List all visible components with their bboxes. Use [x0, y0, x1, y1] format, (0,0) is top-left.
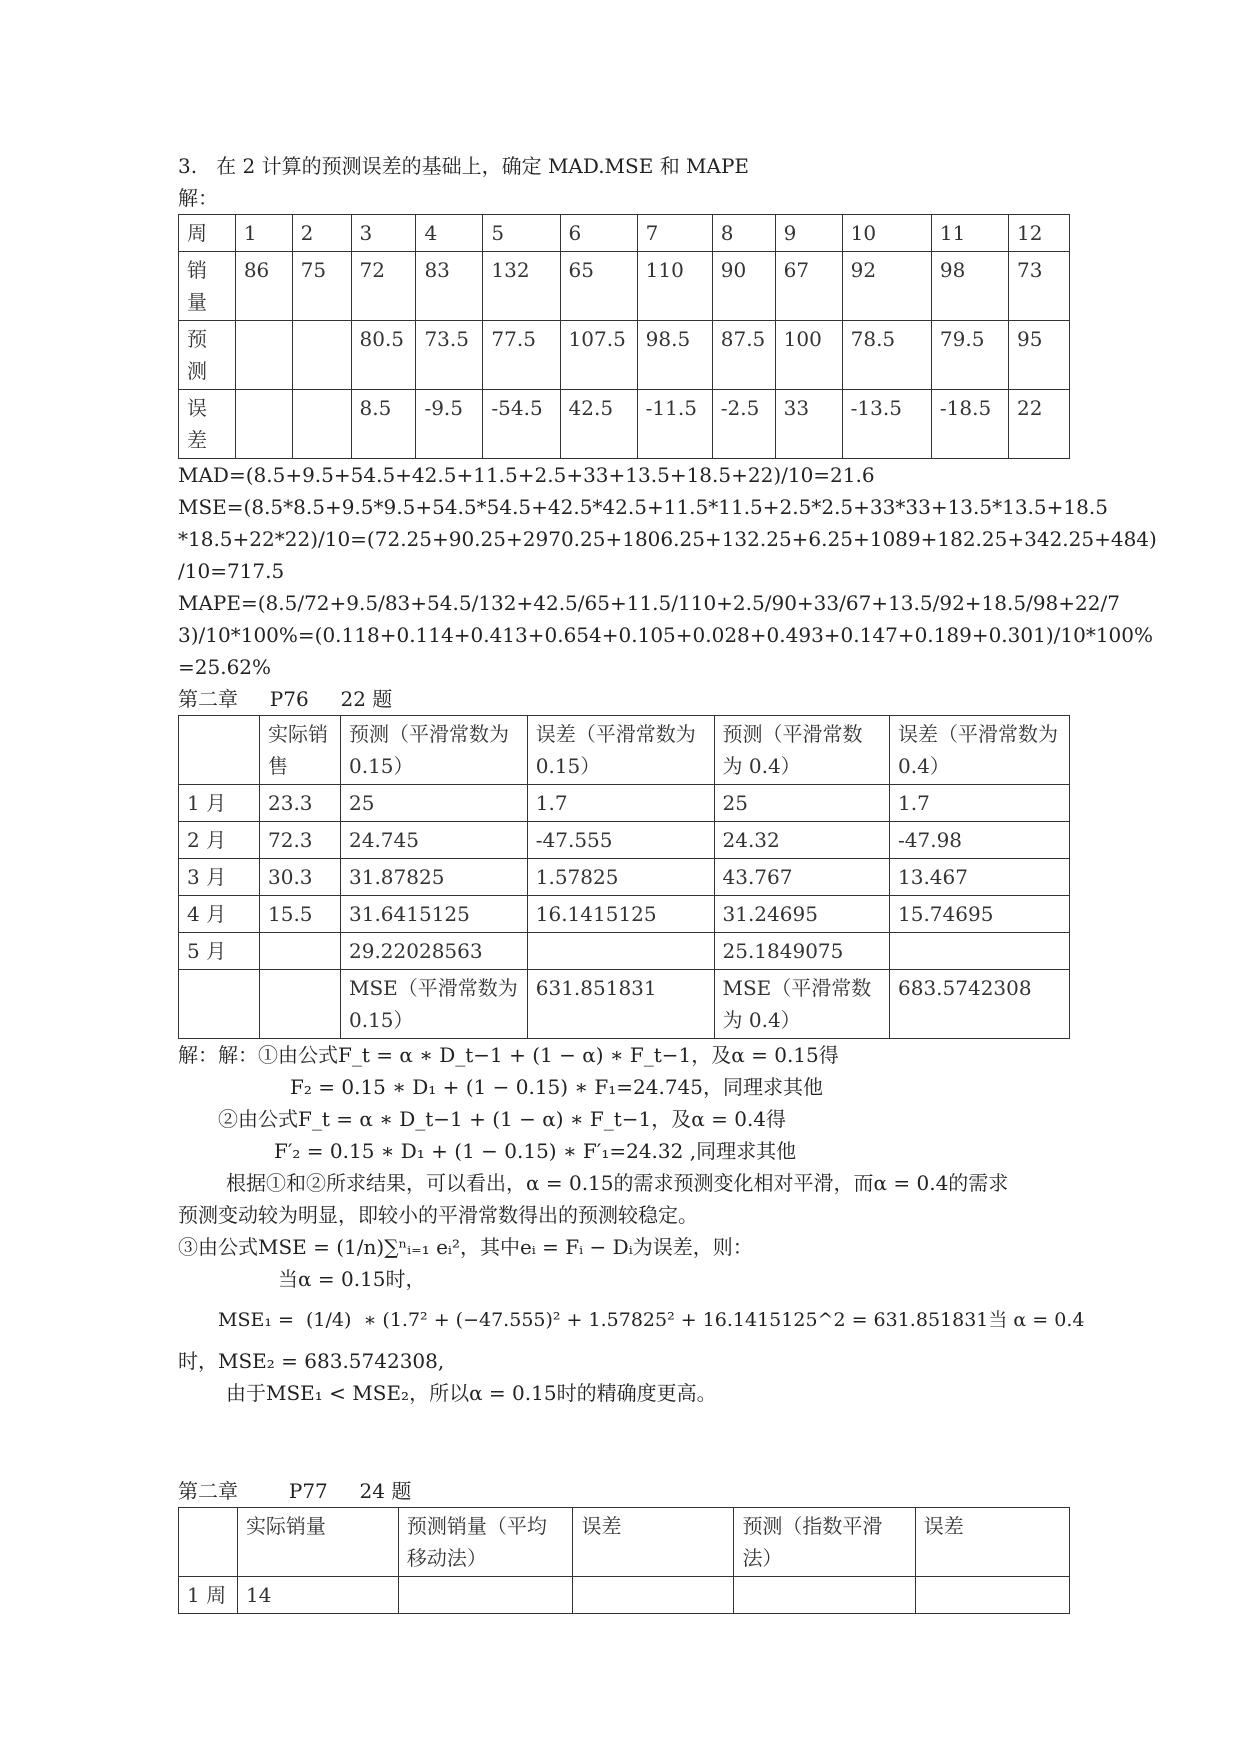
table-cell	[734, 1577, 915, 1614]
table-cell: 1.7	[890, 785, 1070, 822]
table-cell: 7	[637, 215, 712, 252]
mse-formula-line-3: /10=717.5	[178, 559, 285, 583]
table-cell: 43.767	[714, 859, 890, 896]
table-cell: 65	[560, 252, 637, 321]
table-row	[179, 933, 1070, 970]
table-row	[179, 896, 1070, 933]
mse-formula-line-2: *18.5+22*22)/10=(72.25+90.25+2970.25+1806.25+132.25+6.25+1089+182.25+342.25+484)	[178, 527, 1157, 551]
table-cell: 31.6415125	[341, 896, 528, 933]
table-cell: 110	[637, 252, 712, 321]
table-cell	[527, 933, 714, 970]
table-cell: 11	[931, 215, 1008, 252]
table-cell: 72.3	[260, 822, 341, 859]
table-cell	[915, 1577, 1069, 1614]
table-row	[179, 822, 1070, 859]
problem24-title: 第二章 P77 24 题	[178, 1479, 412, 1503]
table-cell: 8	[712, 215, 775, 252]
table-cell: 2 月	[179, 822, 260, 859]
table-cell: 3 月	[179, 859, 260, 896]
sales-forecast-table	[178, 214, 1070, 459]
table-cell: 实际销售	[260, 716, 341, 785]
table-cell: 42.5	[560, 390, 637, 459]
table-cell: 预测（指数平滑法）	[734, 1508, 915, 1577]
table-cell: 预测（平滑常数为 0.4）	[714, 716, 890, 785]
table-cell: 86	[235, 252, 292, 321]
table-cell	[890, 933, 1070, 970]
table-row	[179, 859, 1070, 896]
table-cell: 77.5	[483, 321, 560, 390]
table-header-row	[179, 1508, 1070, 1577]
table-cell: 67	[775, 252, 842, 321]
table-cell: 周	[179, 215, 236, 252]
table-cell: MSE（平滑常数为 0.15）	[341, 970, 528, 1039]
solution-step-7: ③由公式MSE = (1/n)∑ⁿᵢ₌₁ eᵢ²，其中eᵢ = Fᵢ − Dᵢ为误差，则：	[178, 1235, 753, 1259]
mape-formula-line-2: 3)/10*100%=(0.118+0.114+0.413+0.654+0.105+0.028+0.493+0.147+0.189+0.301)/10*100%	[178, 623, 1153, 647]
table-cell: -13.5	[842, 390, 931, 459]
table-cell	[235, 321, 292, 390]
table-cell: 1 月	[179, 785, 260, 822]
table-cell: 80.5	[351, 321, 416, 390]
solution-step-11: 由于MSE₁ < MSE₂，所以α = 0.15时的精确度更高。	[226, 1381, 717, 1405]
table-cell: 30.3	[260, 859, 341, 896]
problem3-title: 3. 在 2 计算的预测误差的基础上，确定 MAD.MSE 和 MAPE	[178, 154, 750, 178]
table-cell: 2	[292, 215, 351, 252]
solution-step-2: F₂ = 0.15 ∗ D₁ + (1 − 0.15) ∗ F₁=24.745，同理求其他	[290, 1075, 824, 1099]
table-cell: 31.24695	[714, 896, 890, 933]
table-cell: MSE（平滑常数为 0.4）	[714, 970, 890, 1039]
solution-label: 解：	[178, 186, 218, 210]
table-cell: 90	[712, 252, 775, 321]
solution-step-10: 时，MSE₂ = 683.5742308,	[178, 1349, 445, 1373]
table-cell: 631.851831	[527, 970, 714, 1039]
solution-step-4: F′₂ = 0.15 ∗ D₁ + (1 − 0.15) ∗ F′₁=24.32 ,同理求其他	[274, 1139, 797, 1163]
table-cell: 预测销量（平均移动法）	[398, 1508, 573, 1577]
table-cell: 6	[560, 215, 637, 252]
table-cell	[260, 970, 341, 1039]
table-cell: 24.32	[714, 822, 890, 859]
table-cell: 8.5	[351, 390, 416, 459]
solution-step-5: 根据①和②所求结果，可以看出，α = 0.15的需求预测变化相对平滑，而α = 0.4的需求	[226, 1171, 1009, 1195]
solution-step-6: 预测变动较为明显，即较小的平滑常数得出的预测较稳定。	[178, 1203, 698, 1227]
table-cell	[292, 321, 351, 390]
table-cell: 1 周	[179, 1577, 238, 1614]
table-header-row	[179, 716, 1070, 785]
table-cell: 1.7	[527, 785, 714, 822]
table-cell: 23.3	[260, 785, 341, 822]
document-page	[178, 150, 1157, 1614]
table-row	[179, 785, 1070, 822]
table-cell: 10	[842, 215, 931, 252]
table-cell: -47.98	[890, 822, 1070, 859]
table-cell: 误差（平滑常数为 0.4）	[890, 716, 1070, 785]
moving-average-table	[178, 1507, 1070, 1614]
table-cell: 实际销量	[237, 1508, 398, 1577]
table-header-row	[179, 215, 1070, 252]
table-cell: 24.745	[341, 822, 528, 859]
table-cell: 4	[416, 215, 483, 252]
solution-step-8: 当α = 0.15时，	[278, 1267, 426, 1291]
table-cell: 73	[1009, 252, 1070, 321]
table-cell: 73.5	[416, 321, 483, 390]
table-cell: 98.5	[637, 321, 712, 390]
table-cell: 72	[351, 252, 416, 321]
smoothing-table	[178, 715, 1070, 1039]
table-cell	[573, 1577, 734, 1614]
table-cell: 79.5	[931, 321, 1008, 390]
table-cell: 15.74695	[890, 896, 1070, 933]
table-cell: 29.22028563	[341, 933, 528, 970]
table-cell: 95	[1009, 321, 1070, 390]
mad-formula: MAD=(8.5+9.5+54.5+42.5+11.5+2.5+33+13.5+18.5+22)/10=21.6	[178, 463, 875, 487]
table-row	[179, 970, 1070, 1039]
table-cell: 25	[341, 785, 528, 822]
table-cell: 25	[714, 785, 890, 822]
table-cell: 1.57825	[527, 859, 714, 896]
table-cell: 预测	[179, 321, 236, 390]
table-cell: 误差	[915, 1508, 1069, 1577]
table-cell: 132	[483, 252, 560, 321]
table-cell: 销量	[179, 252, 236, 321]
solution-step-1: 解：解：①由公式F_t = α ∗ D_t−1 + (1 − α) ∗ F_t−1，及α = 0.15得	[178, 1043, 839, 1067]
table-cell	[292, 390, 351, 459]
table-cell: -11.5	[637, 390, 712, 459]
table-cell: 22	[1009, 390, 1070, 459]
table-cell: -9.5	[416, 390, 483, 459]
table-cell	[179, 1508, 238, 1577]
table-cell: 3	[351, 215, 416, 252]
table-cell: 13.467	[890, 859, 1070, 896]
table-cell: 31.87825	[341, 859, 528, 896]
table-cell	[179, 970, 260, 1039]
table-cell: 预测（平滑常数为 0.15）	[341, 716, 528, 785]
table-cell: 5 月	[179, 933, 260, 970]
table-cell: 12	[1009, 215, 1070, 252]
table-cell	[260, 933, 341, 970]
table-cell: -47.555	[527, 822, 714, 859]
solution-step-3: ②由公式F_t = α ∗ D_t−1 + (1 − α) ∗ F_t−1，及α = 0.4得	[218, 1107, 787, 1131]
table-cell: 5	[483, 215, 560, 252]
table-cell: 33	[775, 390, 842, 459]
table-cell: 78.5	[842, 321, 931, 390]
table-cell: 107.5	[560, 321, 637, 390]
mape-formula-line-1: MAPE=(8.5/72+9.5/83+54.5/132+42.5/65+11.5/110+2.5/90+33/67+13.5/92+18.5/98+22/7	[178, 591, 1120, 615]
table-cell: 100	[775, 321, 842, 390]
mape-formula-line-3: =25.62%	[178, 655, 272, 679]
table-cell: -2.5	[712, 390, 775, 459]
table-cell: -54.5	[483, 390, 560, 459]
table-cell: 83	[416, 252, 483, 321]
table-cell: 1	[235, 215, 292, 252]
table-cell: 87.5	[712, 321, 775, 390]
table-cell: 9	[775, 215, 842, 252]
table-cell: 16.1415125	[527, 896, 714, 933]
table-cell: 15.5	[260, 896, 341, 933]
table-cell	[398, 1577, 573, 1614]
table-row	[179, 1577, 1070, 1614]
table-cell: 75	[292, 252, 351, 321]
table-cell	[179, 716, 260, 785]
table-cell: 误差（平滑常数为 0.15）	[527, 716, 714, 785]
table-cell: 25.1849075	[714, 933, 890, 970]
table-cell: -18.5	[931, 390, 1008, 459]
table-cell: 92	[842, 252, 931, 321]
table-row	[179, 390, 1070, 459]
problem22-title: 第二章 P76 22 题	[178, 687, 393, 711]
table-cell: 14	[237, 1577, 398, 1614]
table-cell: 683.5742308	[890, 970, 1070, 1039]
table-row	[179, 252, 1070, 321]
table-cell: 4 月	[179, 896, 260, 933]
table-cell: 误差	[573, 1508, 734, 1577]
solution-step-9: MSE₁ = (1/4) ∗ (1.7² + (−47.555)² + 1.57825² + 16.1415125^2 = 631.851831当 α = 0.4	[218, 1309, 1085, 1331]
table-cell: 98	[931, 252, 1008, 321]
mse-formula-line-1: MSE=(8.5*8.5+9.5*9.5+54.5*54.5+42.5*42.5+11.5*11.5+2.5*2.5+33*33+13.5*13.5+18.5	[178, 495, 1108, 519]
table-cell: 误差	[179, 390, 236, 459]
table-row	[179, 321, 1070, 390]
table-cell	[235, 390, 292, 459]
